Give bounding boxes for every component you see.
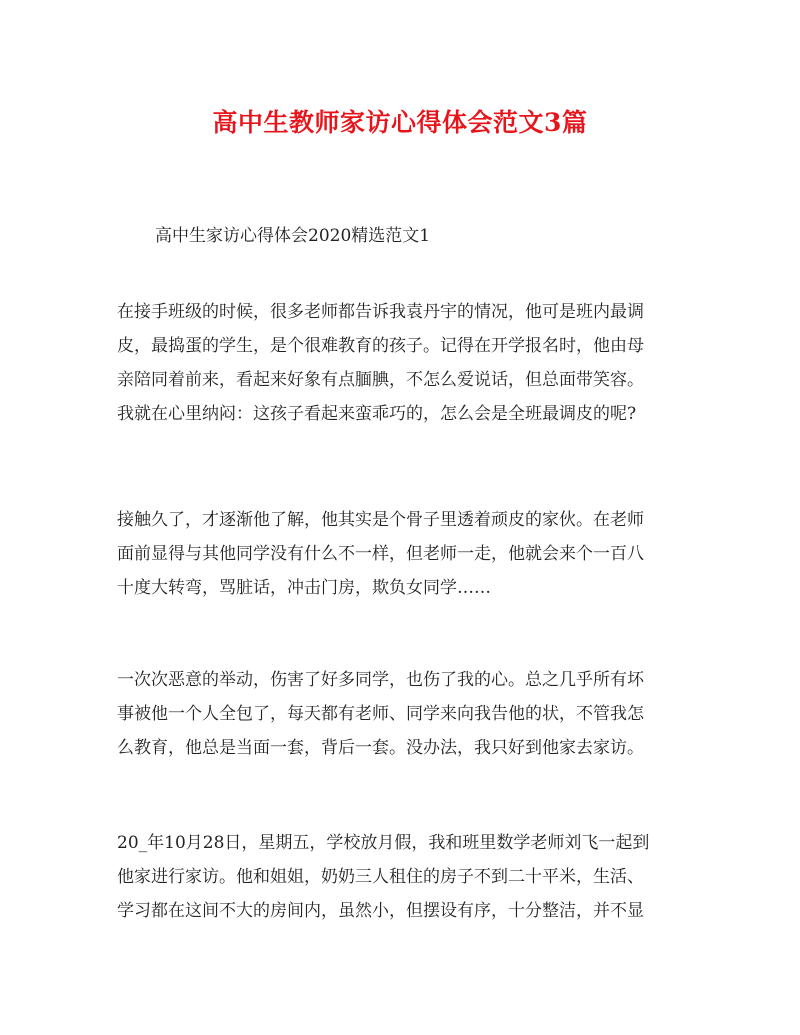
paragraph-line: 我就在心里纳闷：这孩子看起来蛮乖巧的，怎么会是全班最调皮的呢? — [117, 404, 637, 424]
paragraph-line: 皮，最捣蛋的学生，是个很难教育的孩子。记得在开学报名时，他由母 — [117, 336, 644, 356]
paragraph-line: 亲陪同着前来，看起来好象有点腼腆，不怎么爱说话，但总面带笑容。 — [117, 370, 644, 390]
paragraph-2 — [117, 503, 689, 605]
paragraph-line: 面前显得与其他同学没有什么不一样，但老师一走，他就会来个一百八 — [117, 544, 644, 564]
document-subtitle: 高中生家访心得体会2020精选范文1 — [155, 226, 431, 246]
paragraph-4 — [117, 826, 689, 928]
paragraph-line: 他家进行家访。他和姐姐，奶奶三人租住的房子不到二十平米，生活、 — [117, 867, 644, 887]
paragraph-line: 接触久了，才逐渐他了解，他其实是个骨子里透着顽皮的家伙。在老师 — [117, 510, 644, 530]
paragraph-line: 在接手班级的时候，很多老师都告诉我袁丹宇的情况，他可是班内最调 — [117, 302, 644, 322]
paragraph-line: 20_年10月28日，星期五，学校放月假，我和班里数学老师刘飞一起到 — [117, 833, 650, 853]
paragraph-line: 事被他一个人全包了，每天都有老师、同学来向我告他的状，不管我怎 — [117, 704, 644, 724]
paragraph-line: 么教育，他总是当面一套，背后一套。没办法，我只好到他家去家访。 — [117, 738, 644, 758]
document-title: 高中生教师家访心得体会范文3篇 — [212, 108, 588, 137]
paragraph-line: 一次次恶意的举动，伤害了好多同学，也伤了我的心。总之几乎所有坏 — [117, 670, 644, 690]
paragraph-1 — [117, 295, 689, 431]
paragraph-line: 十度大转弯，骂脏话，冲击门房，欺负女同学…… — [117, 578, 491, 598]
paragraph-line: 学习都在这间不大的房间内，虽然小，但摆设有序，十分整洁，并不显 — [117, 901, 644, 921]
paragraph-3 — [117, 663, 689, 765]
